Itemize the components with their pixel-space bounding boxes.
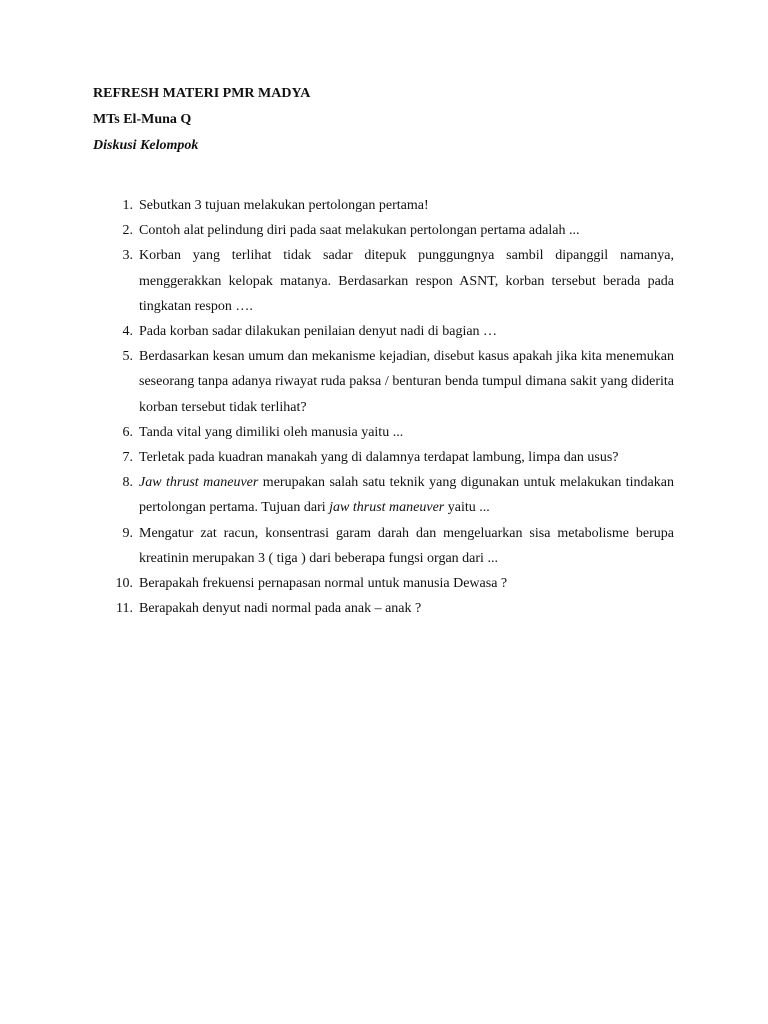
question-text: Tanda vital yang dimiliki oleh manusia yaitu ... [139,424,404,440]
list-item [93,193,674,218]
question-text [139,475,674,515]
question-text: Berapakah denyut nadi normal pada anak – anak ? [139,601,422,617]
question-text: Berapakah frekuensi pernapasan normal untuk manusia Dewasa ? [139,576,508,592]
question-text: Contoh alat pelindung diri pada saat melakukan pertolongan pertama adalah ... [139,223,580,239]
list-item [93,445,674,470]
list-item [93,521,674,571]
question-number: 8. [122,475,133,491]
question-number: 11. [116,601,133,617]
document-title: REFRESH MATERI PMR MADYA [93,86,311,101]
question-number: 5. [122,349,133,365]
question-text: Korban yang terlihat tidak sadar ditepuk punggungnya sambil dipanggil namanya, menggerakkan kelopak matanya. Berdasarkan respon ASNT, korban tersebut berada pada tingkatan respon …. [139,248,674,314]
document-subtitle: Diskusi Kelompok [93,138,199,153]
list-item [93,596,674,621]
list-item [93,571,674,596]
question-number: 10. [115,576,133,592]
question-number: 4. [122,324,133,340]
question-number: 1. [122,198,133,213]
question-number: 6. [122,424,133,440]
question-number: 2. [122,223,133,239]
school-name: MTs El-Muna Q [93,112,192,127]
question-number: 7. [122,450,133,466]
question-text-part: yaitu ... [444,500,490,516]
question-number: 9. [122,525,133,541]
document-page [93,85,674,621]
question-italic-term: Jaw thrust maneuver [139,475,259,491]
question-italic-term: jaw thrust maneuver [329,500,445,516]
list-item [93,243,674,319]
question-text: Sebutkan 3 tujuan melakukan pertolongan pertama! [139,198,429,213]
list-item [93,344,674,420]
question-text: Terletak pada kuadran manakah yang di dalamnya terdapat lambung, limpa dan usus? [139,450,619,466]
question-text-part: merupakan salah satu teknik yang digunakan untuk melakukan tindakan pertolongan pertama. Tujuan dari [139,475,674,516]
question-number: 3. [122,248,133,264]
list-item [93,218,674,243]
question-text: Berdasarkan kesan umum dan mekanisme kejadian, disebut kasus apakah jika kita menemukan seseorang tanpa adanya riwayat ruda paksa / benturan benda tumpul dimana sakit yang diderita korban tersebut tidak terlihat? [139,349,674,415]
list-item [93,319,674,344]
question-text: Mengatur zat racun, konsentrasi garam darah dan mengeluarkan sisa metabolisme berupa kreatinin merupakan 3 ( tiga ) dari beberapa fungsi organ dari ... [139,525,674,566]
list-item [93,470,674,520]
list-item [93,420,674,445]
question-list [93,193,674,621]
question-text: Pada korban sadar dilakukan penilaian denyut nadi di bagian … [139,324,498,340]
